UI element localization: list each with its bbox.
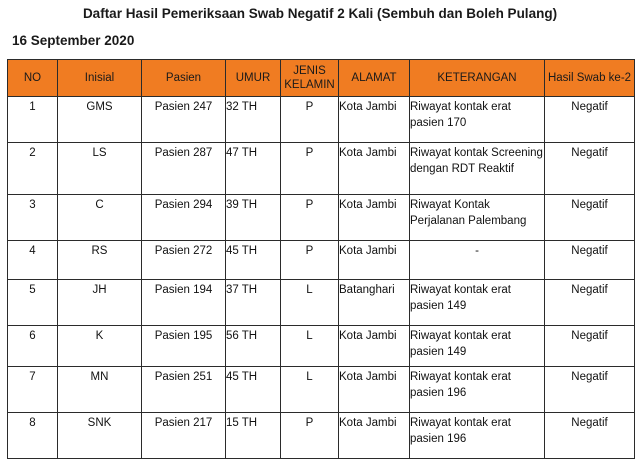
cell-jenis-kelamin: P xyxy=(281,195,339,241)
cell-pasien: Pasien 294 xyxy=(142,195,226,241)
table-row xyxy=(8,241,635,280)
header-hasil-swab: Hasil Swab ke-2 xyxy=(545,60,635,97)
cell-no: 7 xyxy=(8,367,58,413)
cell-inisial: JH xyxy=(58,280,142,326)
cell-no: 1 xyxy=(8,97,58,143)
cell-jenis-kelamin: P xyxy=(281,241,339,280)
cell-inisial: K xyxy=(58,326,142,367)
cell-hasil-swab: Negatif xyxy=(545,97,635,143)
cell-hasil-swab: Negatif xyxy=(545,241,635,280)
cell-hasil-swab: Negatif xyxy=(545,413,635,459)
cell-alamat: Kota Jambi xyxy=(339,195,410,241)
cell-umur: 45 TH xyxy=(226,241,281,280)
cell-keterangan: Riwayat kontak erat pasien 170 xyxy=(410,97,545,143)
document-title: Daftar Hasil Pemeriksaan Swab Negatif 2 Kali (Sembuh dan Boleh Pulang) xyxy=(82,6,558,21)
table-row xyxy=(8,367,635,413)
header-inisial: Inisial xyxy=(58,60,142,97)
cell-keterangan: - xyxy=(410,241,545,280)
cell-alamat: Batanghari xyxy=(339,280,410,326)
cell-keterangan: Riwayat Kontak Perjalanan Palembang xyxy=(410,195,545,241)
cell-alamat: Kota Jambi xyxy=(339,241,410,280)
cell-pasien: Pasien 217 xyxy=(142,413,226,459)
cell-umur: 56 TH xyxy=(226,326,281,367)
table-row xyxy=(8,280,635,326)
cell-no: 6 xyxy=(8,326,58,367)
cell-alamat: Kota Jambi xyxy=(339,367,410,413)
table-header-row xyxy=(8,60,635,97)
cell-no: 8 xyxy=(8,413,58,459)
cell-jenis-kelamin: L xyxy=(281,326,339,367)
cell-hasil-swab: Negatif xyxy=(545,367,635,413)
cell-jenis-kelamin: L xyxy=(281,280,339,326)
cell-no: 5 xyxy=(8,280,58,326)
header-umur: UMUR xyxy=(226,60,281,97)
header-no: NO xyxy=(8,60,58,97)
cell-jenis-kelamin: P xyxy=(281,413,339,459)
cell-alamat: Kota Jambi xyxy=(339,143,410,195)
cell-pasien: Pasien 247 xyxy=(142,97,226,143)
cell-alamat: Kota Jambi xyxy=(339,97,410,143)
cell-keterangan: Riwayat kontak Screening dengan RDT Reaktif xyxy=(410,143,545,195)
swab-results-table xyxy=(7,59,635,459)
cell-no: 2 xyxy=(8,143,58,195)
table-row xyxy=(8,143,635,195)
cell-pasien: Pasien 287 xyxy=(142,143,226,195)
cell-inisial: LS xyxy=(58,143,142,195)
header-keterangan: KETERANGAN xyxy=(410,60,545,97)
cell-hasil-swab: Negatif xyxy=(545,143,635,195)
cell-hasil-swab: Negatif xyxy=(545,280,635,326)
cell-keterangan: Riwayat kontak erat pasien 196 xyxy=(410,367,545,413)
cell-inisial: C xyxy=(58,195,142,241)
table-row xyxy=(8,195,635,241)
cell-inisial: MN xyxy=(58,367,142,413)
cell-umur: 15 TH xyxy=(226,413,281,459)
cell-keterangan: Riwayat kontak erat pasien 149 xyxy=(410,280,545,326)
cell-umur: 37 TH xyxy=(226,280,281,326)
cell-alamat: Kota Jambi xyxy=(339,413,410,459)
cell-jenis-kelamin: L xyxy=(281,367,339,413)
cell-hasil-swab: Negatif xyxy=(545,326,635,367)
cell-umur: 47 TH xyxy=(226,143,281,195)
table-row xyxy=(8,97,635,143)
cell-umur: 39 TH xyxy=(226,195,281,241)
cell-pasien: Pasien 194 xyxy=(142,280,226,326)
cell-inisial: SNK xyxy=(58,413,142,459)
cell-umur: 45 TH xyxy=(226,367,281,413)
cell-keterangan: Riwayat kontak erat pasien 196 xyxy=(410,413,545,459)
cell-no: 3 xyxy=(8,195,58,241)
table-row xyxy=(8,413,635,459)
cell-umur: 32 TH xyxy=(226,97,281,143)
header-alamat: ALAMAT xyxy=(339,60,410,97)
cell-jenis-kelamin: P xyxy=(281,143,339,195)
cell-pasien: Pasien 195 xyxy=(142,326,226,367)
cell-keterangan: Riwayat kontak erat pasien 149 xyxy=(410,326,545,367)
cell-alamat: Kota Jambi xyxy=(339,326,410,367)
header-jenis-kelamin: JENIS KELAMIN xyxy=(281,60,339,97)
cell-pasien: Pasien 272 xyxy=(142,241,226,280)
header-pasien: Pasien xyxy=(142,60,226,97)
table-row xyxy=(8,326,635,367)
cell-jenis-kelamin: P xyxy=(281,97,339,143)
cell-no: 4 xyxy=(8,241,58,280)
cell-inisial: GMS xyxy=(58,97,142,143)
report-date: 16 September 2020 xyxy=(12,33,135,48)
cell-inisial: RS xyxy=(58,241,142,280)
cell-pasien: Pasien 251 xyxy=(142,367,226,413)
cell-hasil-swab: Negatif xyxy=(545,195,635,241)
